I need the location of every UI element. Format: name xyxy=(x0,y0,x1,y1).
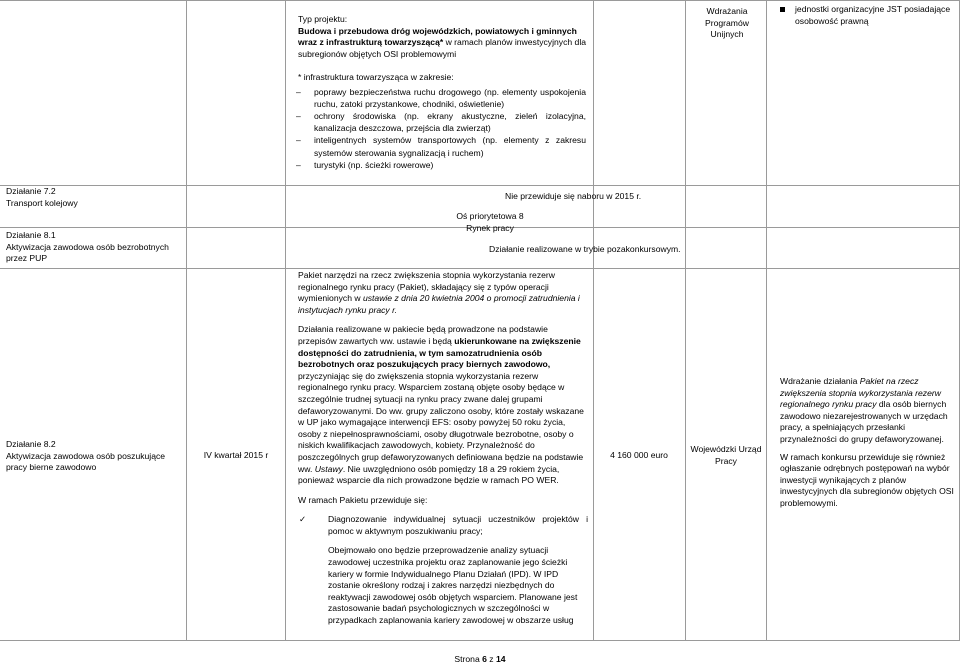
rule-row-sep-3 xyxy=(0,268,960,269)
page-footer: Strona 6 z 14 xyxy=(454,654,506,664)
rule-top xyxy=(0,0,960,1)
action-7-2 xyxy=(6,186,184,209)
col-sep-4 xyxy=(685,0,686,640)
non-competitive-note: Działanie realizowane w trybie pozakonkursowym. xyxy=(489,244,681,254)
action-8-1-name: Aktywizacja zawodowa osób bezrobotnych przez PUP xyxy=(6,241,169,264)
project-type-cell xyxy=(298,14,588,60)
pakiet-description: Pakiet narzędzi na rzecz zwiększenia stopnia wykorzystania rezerw regionalnego rynku pracy (Pakiet), składający się z typów operacji wymienionych w ustawie z dnia 20 kwietnia 2004 o promocji zatrudnienia i instytucjach rynku pracy r. Działania realizowane w pakiecie będą prowadzone na podstawie przepisów zawartych ww. ustawie i będą ukierunkowane na zwiększenie dostępności do zatrudnienia, w tym samozatrudnienia osób bezrobotnych oraz poszukujących pracy biernych zawodowo, przyczyniając się do zwiększenia stopnia wykorzystania rezerw regionalnego rynku pracy. Wsparciem zostaną objęte osoby będące w szczególnie trudnej sytuacji na rynku pracy zwane dalej grupami defaworyzowanymi. Do ww. grupy zaliczono osoby, które zostały wskazane w UP jako wymagające interwencji EFS: osoby powyżej 50 roku życia, osoby z niepełnosprawnościami, osoby długotrwale bezrobotne, osoby o niskich kwalifikacjach zawodowych, kobiety. Przynależność do poszczególnych grup defaworyzowanych definiowana będzie na podstawie ww. Ustawy. Nie uwzględniono osób pomiędzy 18 a 29 rokiem życia, ponieważ wsparcie dla nich prowadzone będzie w ramach PO WER. W ramach Pakietu przewiduje się: ✓ Diagnozowanie indywidualnej sytuacji uczestników projektów i pomoc w aktywnym poszukiwaniu pracy; Obejmowało ono będzie przeprowadzenie analizy sytuacji zawodowej uczestnika projektu oraz zaplanowanie jego ścieżki kariery w formie Indywidualnego Planu Działań (IPD). W IPD zostanie określony rodzaj i zakres narzędzi niezbędnych do reaktywacji zawodowej osób objętych wsparciem. Planowane jest zastosowanie badań psychologicznych w szczególności w przypadkach zaplanowania kariery zawodowej w obszarze usług xyxy=(298,270,588,626)
action-8-1 xyxy=(6,230,184,265)
rule-row-sep-4 xyxy=(0,640,960,641)
action-8-2 xyxy=(6,439,184,474)
action-8-2-name: Aktywizacja zawodowa osób poszukujące pracy bierne zawodowo xyxy=(6,450,166,473)
action-7-2-name: Transport kolejowy xyxy=(6,197,78,208)
institution-name: Wojewódzki Urząd Pracy xyxy=(690,444,762,466)
action-7-2-title: Działanie 7.2 xyxy=(6,186,56,196)
implementer-text: Wdrażania Programów Unijnych xyxy=(705,6,749,40)
col-sep-2 xyxy=(285,0,286,640)
implementer-cell xyxy=(697,6,757,41)
action-8-1-title: Działanie 8.1 xyxy=(6,230,56,240)
infrastructure-footnote xyxy=(296,72,586,171)
col-sep-1 xyxy=(186,0,187,640)
pakiet-intro: Pakiet narzędzi na rzecz zwiększenia stopnia wykorzystania rezerw regionalnego rynku pracy (Pakiet), składający się z typów operacji wymienionych w xyxy=(298,270,555,304)
footnote-item: – inteligentnych systemów transportowych (np. elementy z zakresu systemów sterowania sygnalizacją i ruchem) xyxy=(296,134,586,158)
page-total: 14 xyxy=(496,654,506,664)
footnote-intro: * infrastruktura towarzysząca w zakresie: xyxy=(298,72,454,82)
pakiet-check-item: Diagnozowanie indywidualnej sytuacji uczestników projektów i pomoc w aktywnym poszukiwaniu pracy; xyxy=(328,514,588,536)
priority-axis-8 xyxy=(430,211,550,234)
bullet-square-icon xyxy=(780,7,785,12)
project-type-rest: w ramach planów inwestycyjnych dla subregionów objętych OSI problemowymi xyxy=(298,37,587,59)
priority-axis-number: Oś priorytetowa 8 xyxy=(456,211,524,221)
action-8-2-title: Działanie 8.2 xyxy=(6,439,56,449)
pakiet-target-groups: ukierunkowane na zwiększenie dostępności do zatrudnienia, w tym samozatrudnienia osób bezrobotnych oraz poszukujących pracy biernych zawodowo, xyxy=(298,335,581,370)
implementation-note-competition: W ramach konkursu przewiduje się również ogłaszanie odrębnych postępowań na wybór inwestycji wynikających z planów inwestycyjnych dla subregionów objętych OSI problemowymi. xyxy=(780,451,954,508)
implementation-note: Wdrażanie działania Pakiet na rzecz zwiększenia stopnia wykorzystania rezerw regionalnego rynku pracy dla osób biernych zawodowo niezarejestrowanych w urzędach pracy, a spełniających przesłanki przynależności do grupy defaworyzowanej. W ramach konkursu przewiduje się również ogłaszanie odrębnych postępowań na wybór inwestycji wynikających z planów inwestycyjnych dla subregionów objętych OSI problemowymi. xyxy=(780,376,956,510)
pakiet-law-reference: ustawie z dnia 20 kwietnia 2004 o promocji zatrudnienia i instytucjach rynku pracy r. xyxy=(298,293,580,315)
priority-axis-name: Rynek pracy xyxy=(466,222,514,233)
no-call-note: Nie przewiduje się naboru w 2015 r. xyxy=(505,191,642,201)
page-current: 6 xyxy=(482,654,487,664)
col-sep-5 xyxy=(766,0,767,640)
beneficiary-text: jednostki organizacyjne JST posiadające osobowość prawną xyxy=(795,4,951,26)
allocation-amount: 4 160 000 euro xyxy=(610,450,668,460)
footnote-item: – turystyki (np. ścieżki rowerowe) xyxy=(296,159,586,171)
footnote-item: – poprawy bezpieczeństwa ruchu drogowego (np. elementy uspokojenia ruchu, zatoki przystankowe, chodniki, oświetlenie) xyxy=(296,86,586,110)
schedule-quarter: IV kwartał 2015 r xyxy=(203,450,269,460)
project-type-bold: Budowa i przebudowa dróg wojewódzkich, powiatowych i gminnych wraz z infrastrukturą towarzyszącą* xyxy=(298,25,577,48)
pakiet-ipd-description: Obejmowało ono będzie przeprowadzenie analizy sytuacji zawodowej uczestnika projektu oraz zaplanowanie jego ścieżki kariery w formie Indywidualnego Planu Działań (IPD). W IPD zostanie określony rodzaj i zakres narzędzi niezbędnych do reaktywacji zawodowej osób objętych wsparciem. Planowane jest zastosowanie badań psychologicznych w szczególności w przypadkach zaplanowania kariery zawodowej w obszarze usług xyxy=(328,545,578,626)
project-type-label: Typ projektu: xyxy=(298,14,348,24)
pakiet-planned-heading: W ramach Pakietu przewiduje się: xyxy=(298,494,428,505)
footnote-item: – ochrony środowiska (np. ekrany akustyczne, zieleń izolacyjna, kanalizacja deszczowa, przejścia dla zwierząt) xyxy=(296,110,586,134)
col-sep-3 xyxy=(593,0,594,640)
checkmark-icon: ✓ xyxy=(299,514,307,525)
beneficiary-cell xyxy=(778,4,956,27)
